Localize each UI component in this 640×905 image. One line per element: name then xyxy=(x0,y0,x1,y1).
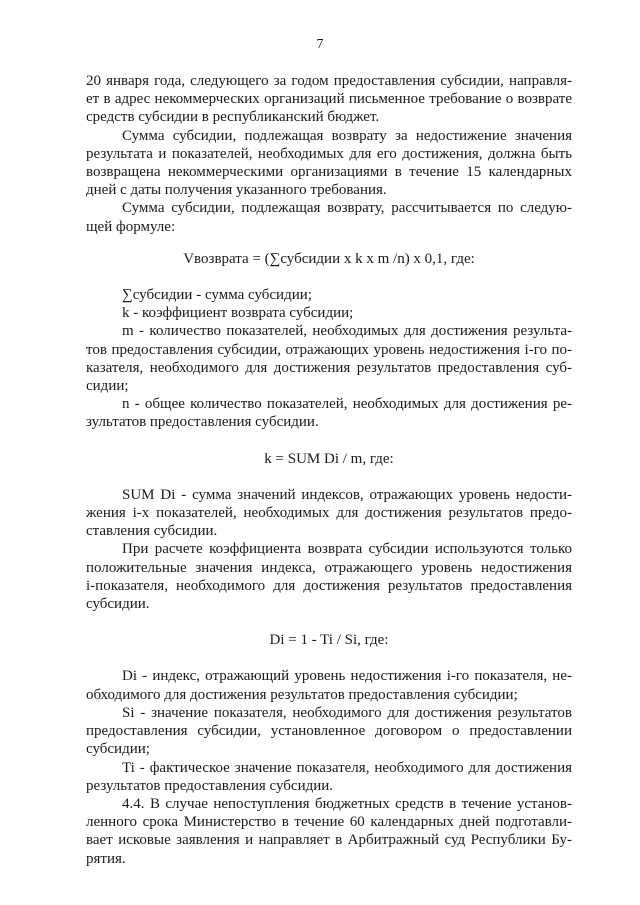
paragraph xyxy=(86,286,572,304)
text-line: Si - значение показателя, необходимого для достижения результатов xyxy=(122,704,572,721)
text-line: возвращена некоммерческими организациями в течение 15 календарных xyxy=(86,164,572,181)
text-line: 20 января года, следующего за годом предоставления субсидии, направля- xyxy=(86,73,572,89)
paragraph xyxy=(86,540,572,613)
paragraph xyxy=(86,72,572,127)
text-line: рятия. xyxy=(86,850,126,867)
text-line: ленного срока Министерство в течение 60 календарных дней подготавли- xyxy=(86,814,572,831)
paragraph xyxy=(86,759,572,795)
formula: Vвозврата = (∑субсидии x k x m /n) x 0,1, где: xyxy=(183,250,475,267)
text-line: ставления субсидии. xyxy=(86,523,218,540)
paragraph xyxy=(86,127,572,200)
paragraph xyxy=(86,667,572,703)
paragraph xyxy=(86,322,572,395)
text-line: щей формуле: xyxy=(86,218,176,235)
text-line: жения i-х показателей, необходимых для достижения результатов предо- xyxy=(86,505,572,522)
text-line: k - коэффициент возврата субсидии; xyxy=(122,305,354,322)
text-line: i-показателя, необходимого для достижения результатов предоставления xyxy=(86,577,572,594)
text-line: Сумма субсидии, подлежащая возврату за недостижение значения xyxy=(122,127,572,144)
page-number: 7 xyxy=(316,36,324,51)
text-line: субсидии; xyxy=(86,741,150,758)
text-line: положительные значения индекса, отражающего уровень недостижения xyxy=(86,559,572,576)
text-line: обходимого для достижения результатов предоставления субсидии; xyxy=(86,686,518,703)
paragraph xyxy=(86,395,572,431)
paragraph xyxy=(86,795,572,868)
text-line: дней с даты получения указанного требования. xyxy=(86,182,387,199)
text-line: средств субсидии в республиканский бюджет. xyxy=(86,109,380,126)
text-line: ∑субсидии - сумма субсидии; xyxy=(122,287,312,304)
paragraph xyxy=(86,199,572,235)
text-line: При расчете коэффициента возврата субсидии используются только xyxy=(122,541,572,558)
text-line: тов предоставления субсидии, отражающих уровень недостижения i-го по- xyxy=(86,341,572,358)
document-body xyxy=(86,72,572,868)
text-line: n - общее количество показателей, необходимых для достижения ре- xyxy=(122,396,572,413)
text-line: Di - индекс, отражающий уровень недостижения i-го показателя, не- xyxy=(122,668,572,685)
text-line: казателя, необходимого для достижения результатов предоставления суб- xyxy=(86,359,572,376)
text-line: вает исковые заявления и направляет в Арбитражный суд Республики Бу- xyxy=(86,832,572,849)
paragraph xyxy=(86,304,572,322)
text-line: Сумма субсидии, подлежащая возврату, рассчитывается по следую- xyxy=(122,200,572,217)
text-line: m - количество показателей, необходимых для достижения результа- xyxy=(122,323,572,340)
paragraph xyxy=(86,486,572,541)
text-line: Ti - фактическое значение показателя, необходимого для достижения xyxy=(122,759,572,776)
text-line: результатов предоставления субсидии. xyxy=(86,777,334,794)
text-line: субсидии. xyxy=(86,596,150,613)
formula: Di = 1 - Ti / Si, где: xyxy=(269,632,389,649)
formula: k = SUM Di / m, где: xyxy=(264,450,394,467)
text-line: сидии; xyxy=(86,378,129,395)
text-line: результата и показателей, необходимых для его достижения, должна быть xyxy=(86,145,572,162)
text-line: 4.4. В случае непоступления бюджетных средств в течение установ- xyxy=(122,795,572,812)
text-line: SUM Di - сумма значений индексов, отражающих уровень недости- xyxy=(122,486,572,503)
text-line: ет в адрес некоммерческих организаций письменное требование о возврате xyxy=(86,91,572,108)
paragraph xyxy=(86,704,572,759)
text-line: предоставления субсидии, установленное договором о предоставлении xyxy=(86,723,572,740)
text-line: зультатов предоставления субсидии. xyxy=(86,414,319,431)
